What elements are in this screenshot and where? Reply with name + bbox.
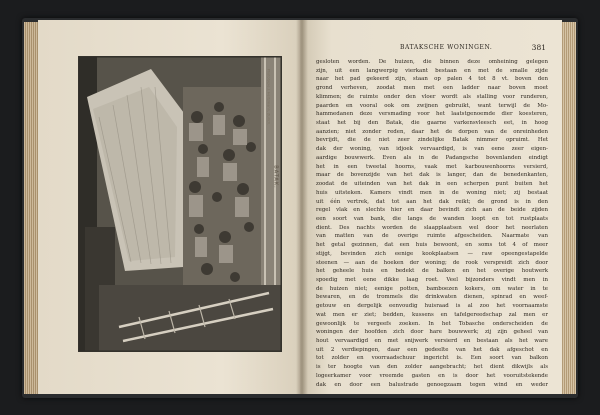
text-line: gewoonlijk te vergeefs zoeken. In het Tobasche onderscheiden de — [316, 320, 548, 327]
text-line: het geheele huis en bedekt de balken en het overige houtwerk — [316, 268, 548, 275]
text-line: naar het pad gekeerd zijn, staan op palen 4 tot 8 vt. boven den — [316, 76, 548, 83]
text-line: dient. Des nachts worden de slaapplaatsen wel door het neerlaten — [316, 224, 548, 231]
text-line: huis uitsteken. Kamers vindt men in de woning niet; zij bestaat — [316, 189, 548, 196]
text-line: bevrijdt, die de niet zeer zindelijke Batak nimmer opruimt. Het — [316, 137, 548, 144]
text-line: regel vlak en slechts hier en daar bevindt zich aan de beide zijden — [316, 207, 548, 214]
text-line: spoedig met eene dikke laag roet. Veel bijzonders vindt men in — [316, 276, 548, 283]
text-line: zijn, uit een langwerpig vierkant bestaan en met de smalle zijde — [316, 67, 548, 74]
plate-credit-text: Phototypie J. Heitzmann, Zurich. — [266, 68, 271, 126]
page-header — [316, 44, 546, 54]
text-line: uit 2 verdiepingen, daar een gedeelte van het dak afgeschot en — [316, 346, 548, 353]
text-line: het getal gezinnen, dat een huis bewoont, en soms tot 4 of meer — [316, 242, 548, 249]
text-line: zoodat de uiteinden van het dak in een scherpen punt buiten het — [316, 181, 548, 188]
body-text — [316, 58, 548, 388]
text-line: getouw en dergelijk eenvoudig huisraad is al zoo het voornaamste — [316, 303, 548, 310]
text-line: woningen der hoofden zich door hare bouwwerk; zij zijn geheel van — [316, 329, 548, 336]
text-line: logeerkamer voor vreemde gasten en is door het vooruitstekende — [316, 372, 548, 379]
text-line: is ter hoogte van den zolder aangebracht; het dient dikwijls als — [316, 364, 548, 371]
text-line: aanzien; niet zonder reden, daar het de dorpen van de onreinheden — [316, 128, 548, 135]
plate-caption — [272, 150, 294, 210]
text-line: een soort van bank, die langs de wanden loopt en tot rustplaats — [316, 215, 548, 222]
plate-caption-text: BATAK. — [272, 165, 279, 189]
book-gutter — [296, 20, 308, 394]
text-line: staat het bij den Batak, die gaarne varkensvleesch eet, in hoog — [316, 120, 548, 127]
text-line: hammedanen deze versmading voor het laatstgenoemde dier koesteren, — [316, 111, 548, 118]
text-line: van matten van de overige ruimte afgescheiden. Naarmate van — [316, 233, 548, 240]
text-line: hout vervaardigd en met snijwerk versierd en bestaan als het ware — [316, 338, 548, 344]
page-number: 381 — [531, 43, 546, 52]
text-line: tot zolder en voorraadschuur ingericht is. Een soort van balkon — [316, 355, 548, 362]
running-head: BATAKSCHE WONINGEN. — [400, 44, 493, 51]
text-line: dak der woning, van idjoek vervaardigd, is van eene zeer eigen- — [316, 146, 548, 153]
text-line: bewaren, en de trommels die drinkwaten dienen, spinrad en weef- — [316, 294, 548, 301]
text-line: steenen — aan de hoeken der woning; de rook verspreidt zich door — [316, 259, 548, 266]
page-edges-left — [24, 22, 38, 394]
text-line: klimmen; de ruimte onder den vloer wordt als stalling voor runderen, — [316, 93, 548, 100]
text-line: wat men er ziet; bedden, kussens en tafelgereedschap zal men er — [316, 311, 548, 318]
text-line: paarden en vooral ook om zwijnen gebruikt, want terwijl de Mo- — [316, 102, 548, 109]
photo-plate — [78, 56, 282, 352]
text-line: stijgt, bevinden zich eenige kookplaatsen — raw opeengestapelde — [316, 250, 548, 257]
text-line: grond verheven, zoodat men met een ladder naar boven moet — [316, 85, 548, 92]
text-line: gesloten worden. De huizen, die binnen deze omheining gelegen — [316, 59, 548, 65]
page-edges-right — [562, 22, 576, 394]
plate-credit — [266, 65, 278, 135]
text-line: de huizen niet; eenige potten, bamboezen kokers, om water in te — [316, 285, 548, 292]
text-line: dak en door een balustrade genoegzaam tegen wind en weder — [316, 381, 548, 388]
text-line: maar de bovenzijde van het dak is langer, dan de benedenkanten, — [316, 172, 548, 179]
text-line: uit één vertrek, dat tot aan het dak reikt; de grond is in den — [316, 198, 548, 205]
text-line: het in een tweetal hoorns, vaak met karbouwenhoorns versierd, — [316, 163, 548, 170]
text-line: aardige bouwwerk. Even als in de Padangsche bovenlanden eindigt — [316, 154, 548, 161]
